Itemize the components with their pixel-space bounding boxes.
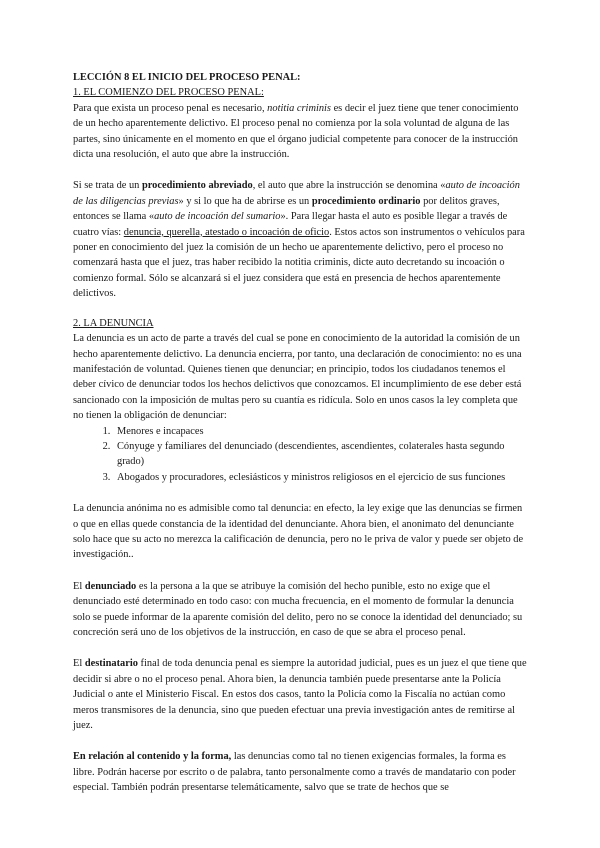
list-item: 2. Cónyuge y familiares del denunciado (descendientes, ascendientes, colaterales hasta segundo grado) xyxy=(113,439,527,470)
exemptions-list xyxy=(73,424,527,486)
section-2-paragraph-3: El denunciado es la persona a la que se atribuye la comisión del hecho punible, esto no exige que el denunciado esté determinado en todo caso: con mucha frecuencia, en el momento de formular la denuncia solo se puede informar de la aparente comisión del delito, pero no se conoce la identidad del denunciado; su concreción será uno de los objetivos de la instrucción, en caso de que se abra el proceso penal. xyxy=(73,580,523,638)
section-2-paragraph-1: La denuncia es un acto de parte a través del cual se pone en conocimiento de la autoridad la comisión de un hecho aparentemente delictivo. La denuncia encierra, por tanto, una declaración de conocimiento: no es una manifestación de voluntad. Quienes tienen que denunciar; en principio, todos los ciudadanos tenemos el deber cívico de denunciar todos los hechos delictivos que conozcamos. El incumplimiento de ese deber está sancionado con la imposición de multas pero su cuantía es ridícula. Solo en unos casos la ley completa que no tienen la obligación de denunciar: xyxy=(73,333,522,422)
section-1-paragraph-2: Si se trata de un procedimiento abreviado, el auto que abre la instrucción se denomina «auto de incoación de las diligencias previas» y si lo que ha de abrirse es un procedimiento ordinario por delitos graves, entonces se llama «auto de incoación del sumario». Para llegar hasta el auto es posible llegar a través de cuatro vías: denuncia, querella, atestado o incoación de oficio. Estos actos son instrumentos o vehículos para poner en conocimiento del juez la comisión de un hecho ue aparentemente delictivo, pero el proceso no comenzará hasta que el juez, tras haber recibido la notitia criminis, dicte auto decretando su incoación o comienzo formal. Sólo se alcanzará si el juez considera que está en presencia de hechos aparentemente delictivos. xyxy=(73,180,525,300)
list-item: 1. Menores e incapaces xyxy=(113,424,527,439)
section-2-paragraph-2: La denuncia anónima no es admisible como tal denuncia: en efecto, la ley exige que las denuncias se firmen o que en ellas quede constancia de la identidad del denunciante. Ahora bien, el anonimato del denunciante solo hace que su acto no merezca la calificación de denuncia, pero no le priva de valor y puede ser objeto de investigación.. xyxy=(73,503,524,561)
section-1-heading: 1. EL COMIENZO DEL PROCESO PENAL: xyxy=(73,87,264,99)
section-1-paragraph-1: Para que exista un proceso penal es necesario, notitia criminis es decir el juez tiene que tener conocimiento de un hecho aparentemente delictivo. El proceso penal no comienza por la sola voluntad de alguna de las partes, sino únicamente en el momento en que el órgano judicial competente para conocer de la instrucción dicta una resolución, el auto que abre la instrucción. xyxy=(73,102,519,161)
section-2-heading: 2. LA DENUNCIA xyxy=(73,317,154,329)
section-2-paragraph-4: El destinatario final de toda denuncia penal es siempre la autoridad judicial, pues es un juez el que tiene que decidir si abre o no el proceso penal. Ahora bien, la denuncia también puede presentarse ante la Policía Judicial o ante el Ministerio Fiscal. En estos dos casos, tanto la Policía como la Fiscalía no actúan como meros transmisores de la denuncia, sino que pueden efectuar una previa investigación antes de remitirse al juez. xyxy=(73,658,527,732)
lesson-title: LECCIÓN 8 EL INICIO DEL PROCESO PENAL: xyxy=(73,72,301,83)
list-item: 3. Abogados y procuradores, eclesiásticos y ministros religiosos en el ejercicio de sus funciones xyxy=(113,470,527,485)
section-2-paragraph-5: En relación al contenido y la forma, las denuncias como tal no tienen exigencias formales, la forma es libre. Podrán hacerse por escrito o de palabra, tanto personalmente como a través de mandatario con poder especial. También podrán presentarse telemáticamente, salvo que se trate de hechos que se xyxy=(73,751,516,794)
